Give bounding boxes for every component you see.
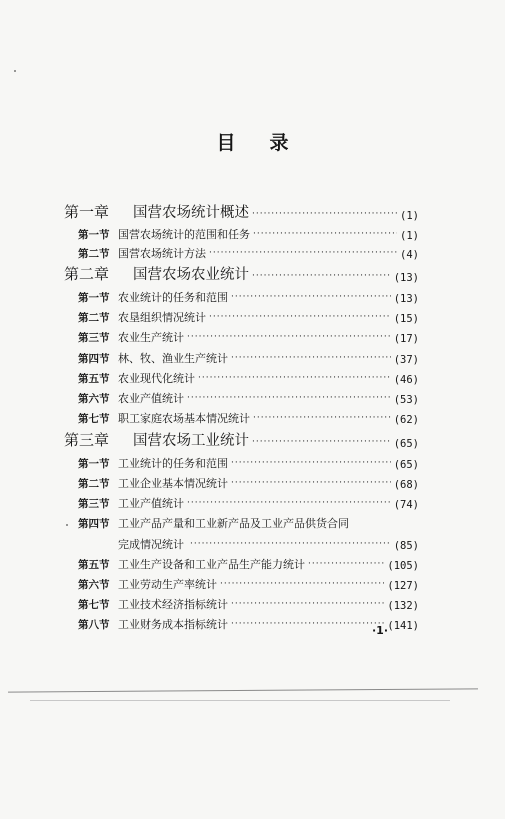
scan-speck <box>66 524 68 526</box>
section-title: 国营农场统计方法 <box>118 247 206 260</box>
toc-section-entry[interactable] <box>64 285 419 305</box>
chapter-title: 国营农场统计概述 <box>133 205 249 221</box>
leader-dots <box>231 292 391 302</box>
toc-section-entry[interactable] <box>64 471 419 491</box>
section-number: 第一节 <box>78 229 110 241</box>
section-number: 第二节 <box>78 312 110 324</box>
toc-section-entry[interactable] <box>64 451 419 471</box>
toc-section-entry[interactable] <box>64 612 419 632</box>
toc-chapter-entry[interactable] <box>64 430 419 450</box>
toc-section-entry[interactable] <box>64 222 419 242</box>
page-ref: (74) <box>393 499 419 511</box>
section-number: 第二节 <box>78 478 110 490</box>
toc-chapter-entry[interactable] <box>64 202 419 222</box>
leader-dots <box>220 579 384 589</box>
page-ref: (65) <box>393 459 419 471</box>
leader-dots <box>209 248 397 258</box>
section-title: 工业财务成本指标统计 <box>118 618 228 631</box>
page-ref: (105) <box>387 560 419 572</box>
scan-line-faint <box>30 700 450 701</box>
page-ref: (13) <box>393 293 419 305</box>
section-number: 第七节 <box>78 413 110 425</box>
title-char-1: 目 <box>216 132 236 154</box>
page-ref: (65) <box>393 438 419 450</box>
chapter-title: 国营农场农业统计 <box>133 267 249 283</box>
leader-dots <box>209 312 391 322</box>
section-number: 第三节 <box>78 332 110 344</box>
toc-section-entry[interactable] <box>64 532 419 552</box>
section-number: 第六节 <box>78 393 110 405</box>
page-ref: (13) <box>393 272 419 284</box>
page-ref: (46) <box>393 374 419 386</box>
section-title: 国营农场统计的范围和任务 <box>118 228 250 241</box>
leader-dots <box>187 332 391 342</box>
page-ref: (1) <box>400 210 419 222</box>
leader-dots <box>253 229 397 239</box>
page-title <box>0 128 505 155</box>
toc-section-entry[interactable] <box>64 305 419 325</box>
page-ref: (132) <box>387 600 419 612</box>
toc-section-entry[interactable] <box>64 366 419 386</box>
section-title: 农业现代化统计 <box>118 372 195 385</box>
scan-speck <box>14 70 16 72</box>
leader-dots <box>198 373 391 383</box>
toc-section-entry[interactable] <box>64 386 419 406</box>
section-title: 工业劳动生产率统计 <box>118 578 217 591</box>
toc-section-entry[interactable] <box>64 241 419 261</box>
page-ref: (141) <box>387 620 419 632</box>
section-number: 第七节 <box>78 599 110 611</box>
page-number: ·1· <box>372 624 389 637</box>
section-title: 工业产值统计 <box>118 497 184 510</box>
leader-dots <box>231 599 384 609</box>
section-title: 职工家庭农场基本情况统计 <box>118 412 250 425</box>
toc-section-entry[interactable] <box>64 491 419 511</box>
toc-section-entry[interactable] <box>64 325 419 345</box>
section-title: 工业生产设备和工业产品生产能力统计 <box>118 558 305 571</box>
toc-chapter-entry[interactable] <box>64 264 419 284</box>
leader-dots <box>252 437 391 447</box>
section-number: 第二节 <box>78 248 110 260</box>
page-ref: (15) <box>393 313 419 325</box>
page-ref: (17) <box>393 333 419 345</box>
page-ref: (68) <box>393 479 419 491</box>
chapter-title: 国营农场工业统计 <box>133 433 249 449</box>
section-number: 第一节 <box>78 458 110 470</box>
page-ref: (53) <box>393 394 419 406</box>
section-number: 第八节 <box>78 619 110 631</box>
section-number: 第六节 <box>78 579 110 591</box>
section-title: 完成情况统计 <box>118 538 184 551</box>
section-title: 农业生产统计 <box>118 331 184 344</box>
scan-line <box>8 688 478 692</box>
leader-dots <box>187 393 391 403</box>
leader-dots <box>252 271 391 281</box>
section-number: 第一节 <box>78 292 110 304</box>
section-number: 第三节 <box>78 498 110 510</box>
section-title: 农垦组织情况统计 <box>118 311 206 324</box>
chapter-number: 第三章 <box>64 431 110 449</box>
toc-section-entry[interactable] <box>64 511 419 531</box>
toc-section-entry[interactable] <box>64 346 419 366</box>
section-title: 工业企业基本情况统计 <box>118 477 228 490</box>
section-title: 工业技术经济指标统计 <box>118 598 228 611</box>
chapter-number: 第一章 <box>64 203 110 221</box>
title-char-2: 录 <box>269 132 289 154</box>
toc-section-entry[interactable] <box>64 552 419 572</box>
leader-dots <box>308 559 384 569</box>
page-ref: (1) <box>400 230 419 242</box>
section-number: 第四节 <box>78 518 110 530</box>
leader-dots <box>253 413 391 423</box>
leader-dots <box>252 209 397 219</box>
leader-dots <box>231 458 391 468</box>
section-number: 第五节 <box>78 373 110 385</box>
toc-section-entry[interactable] <box>64 592 419 612</box>
leader-dots <box>190 539 391 549</box>
leader-dots <box>231 478 391 488</box>
toc-section-entry[interactable] <box>64 572 419 592</box>
page-ref: (62) <box>393 414 419 426</box>
page-ref: (85) <box>393 540 419 552</box>
section-title: 农业产值统计 <box>118 392 184 405</box>
leader-dots <box>231 353 391 363</box>
page-ref: (127) <box>387 580 419 592</box>
section-title: 林、牧、渔业生产统计 <box>118 352 228 365</box>
section-title: 工业产品产量和工业新产品及工业产品供货合同 <box>118 517 349 530</box>
section-title: 工业统计的任务和范围 <box>118 457 228 470</box>
toc-section-entry[interactable] <box>64 406 419 426</box>
section-title: 农业统计的任务和范围 <box>118 291 228 304</box>
chapter-number: 第二章 <box>64 265 110 283</box>
page-ref: (37) <box>393 354 419 366</box>
page-ref: (4) <box>400 249 419 261</box>
leader-dots <box>231 619 384 629</box>
section-number: 第五节 <box>78 559 110 571</box>
leader-dots <box>187 498 391 508</box>
section-number: 第四节 <box>78 353 110 365</box>
